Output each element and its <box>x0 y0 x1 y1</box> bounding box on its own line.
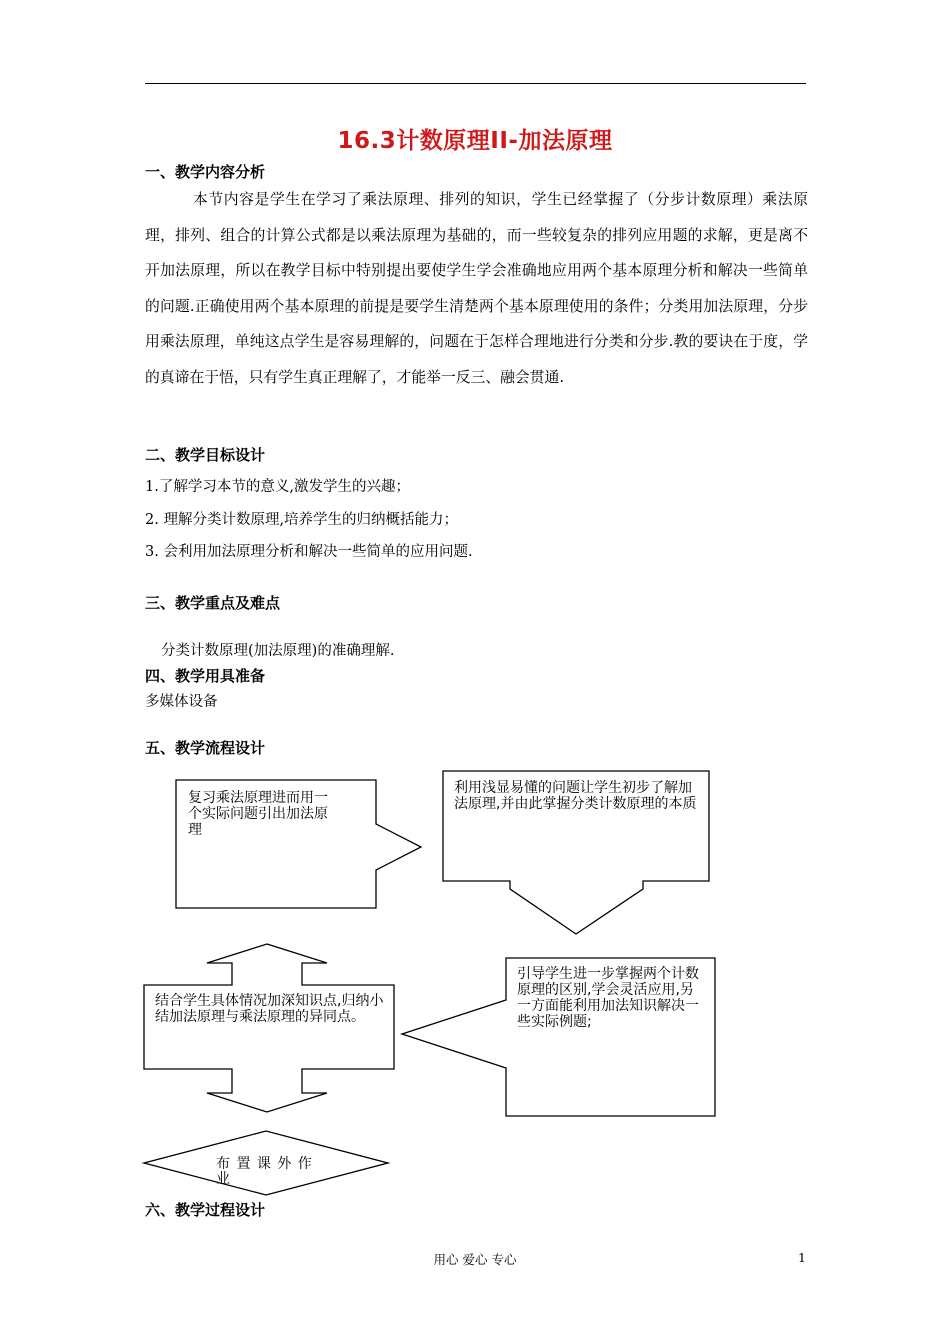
flow-box5-text: 布 置 课 外 作 业 <box>216 1156 313 1187</box>
objective-item-1: 1.了解学习本节的意义,激发学生的兴趣； <box>145 479 410 495</box>
page-number: 1 <box>798 1250 806 1265</box>
objective-item-3: 3. 会利用加法原理分析和解决一些简单的应用问题. <box>145 544 473 560</box>
section3-heading: 三、教学重点及难点 <box>145 594 281 612</box>
flow-box3-text: 引导学生进一步掌握两个计数原理的区别,学会灵活应用,另一方面能利用加法知识解决一些实际例题; <box>517 966 699 1030</box>
flow-box1-text: 复习乘法原理进而用一个实际问题引出加法原理 <box>188 790 328 838</box>
section1-heading: 一、教学内容分析 <box>145 163 266 181</box>
section3-body: 分类计数原理(加法原理)的准确理解. <box>161 643 395 659</box>
objective-item-2: 2. 理解分类计数原理,培养学生的归纳概括能力； <box>145 512 459 528</box>
section2-heading: 二、教学目标设计 <box>145 446 266 464</box>
section4-heading: 四、教学用具准备 <box>145 667 266 685</box>
section4-body: 多媒体设备 <box>145 694 218 710</box>
flow-box4-double-arrow <box>144 944 394 1112</box>
page-footer: 用心 爱心 专心 <box>433 1252 517 1267</box>
section6-heading: 六、教学过程设计 <box>145 1201 266 1219</box>
flow-box2-text: 利用浅显易懂的问题让学生初步了解加法原理,并由此掌握分类计数原理的本质 <box>454 780 697 812</box>
flow-box4-text: 结合学生具体情况加深知识点,归纳小结加法原理与乘法原理的异同点。 <box>155 993 384 1025</box>
section5-heading: 五、教学流程设计 <box>145 739 266 757</box>
document-title: 16.3计数原理II-加法原理 <box>337 128 613 154</box>
section1-body: 本节内容是学生在学习了乘法原理、排列的知识，学生已经掌握了（分步计数原理）乘法原理，排列、组合的计算公式都是以乘法原理为基础的，而一些较复杂的排列应用题的求解，更是离不开加法原理，所以在教学目标中特别提出要使学生学会准确地应用两个基本原理分析和解决一些简单的问题.正确使用两个基本原理的前提是要学生清楚两个基本原理使用的条件；分类用加法原理，分步用乘法原理，单纯这点学生是容易理解的，问题在于怎样合理地进行分类和分步.教的要诀在于度，学的真谛在于悟，只有学生真正理解了，才能举一反三、融会贯通. <box>145 191 808 386</box>
